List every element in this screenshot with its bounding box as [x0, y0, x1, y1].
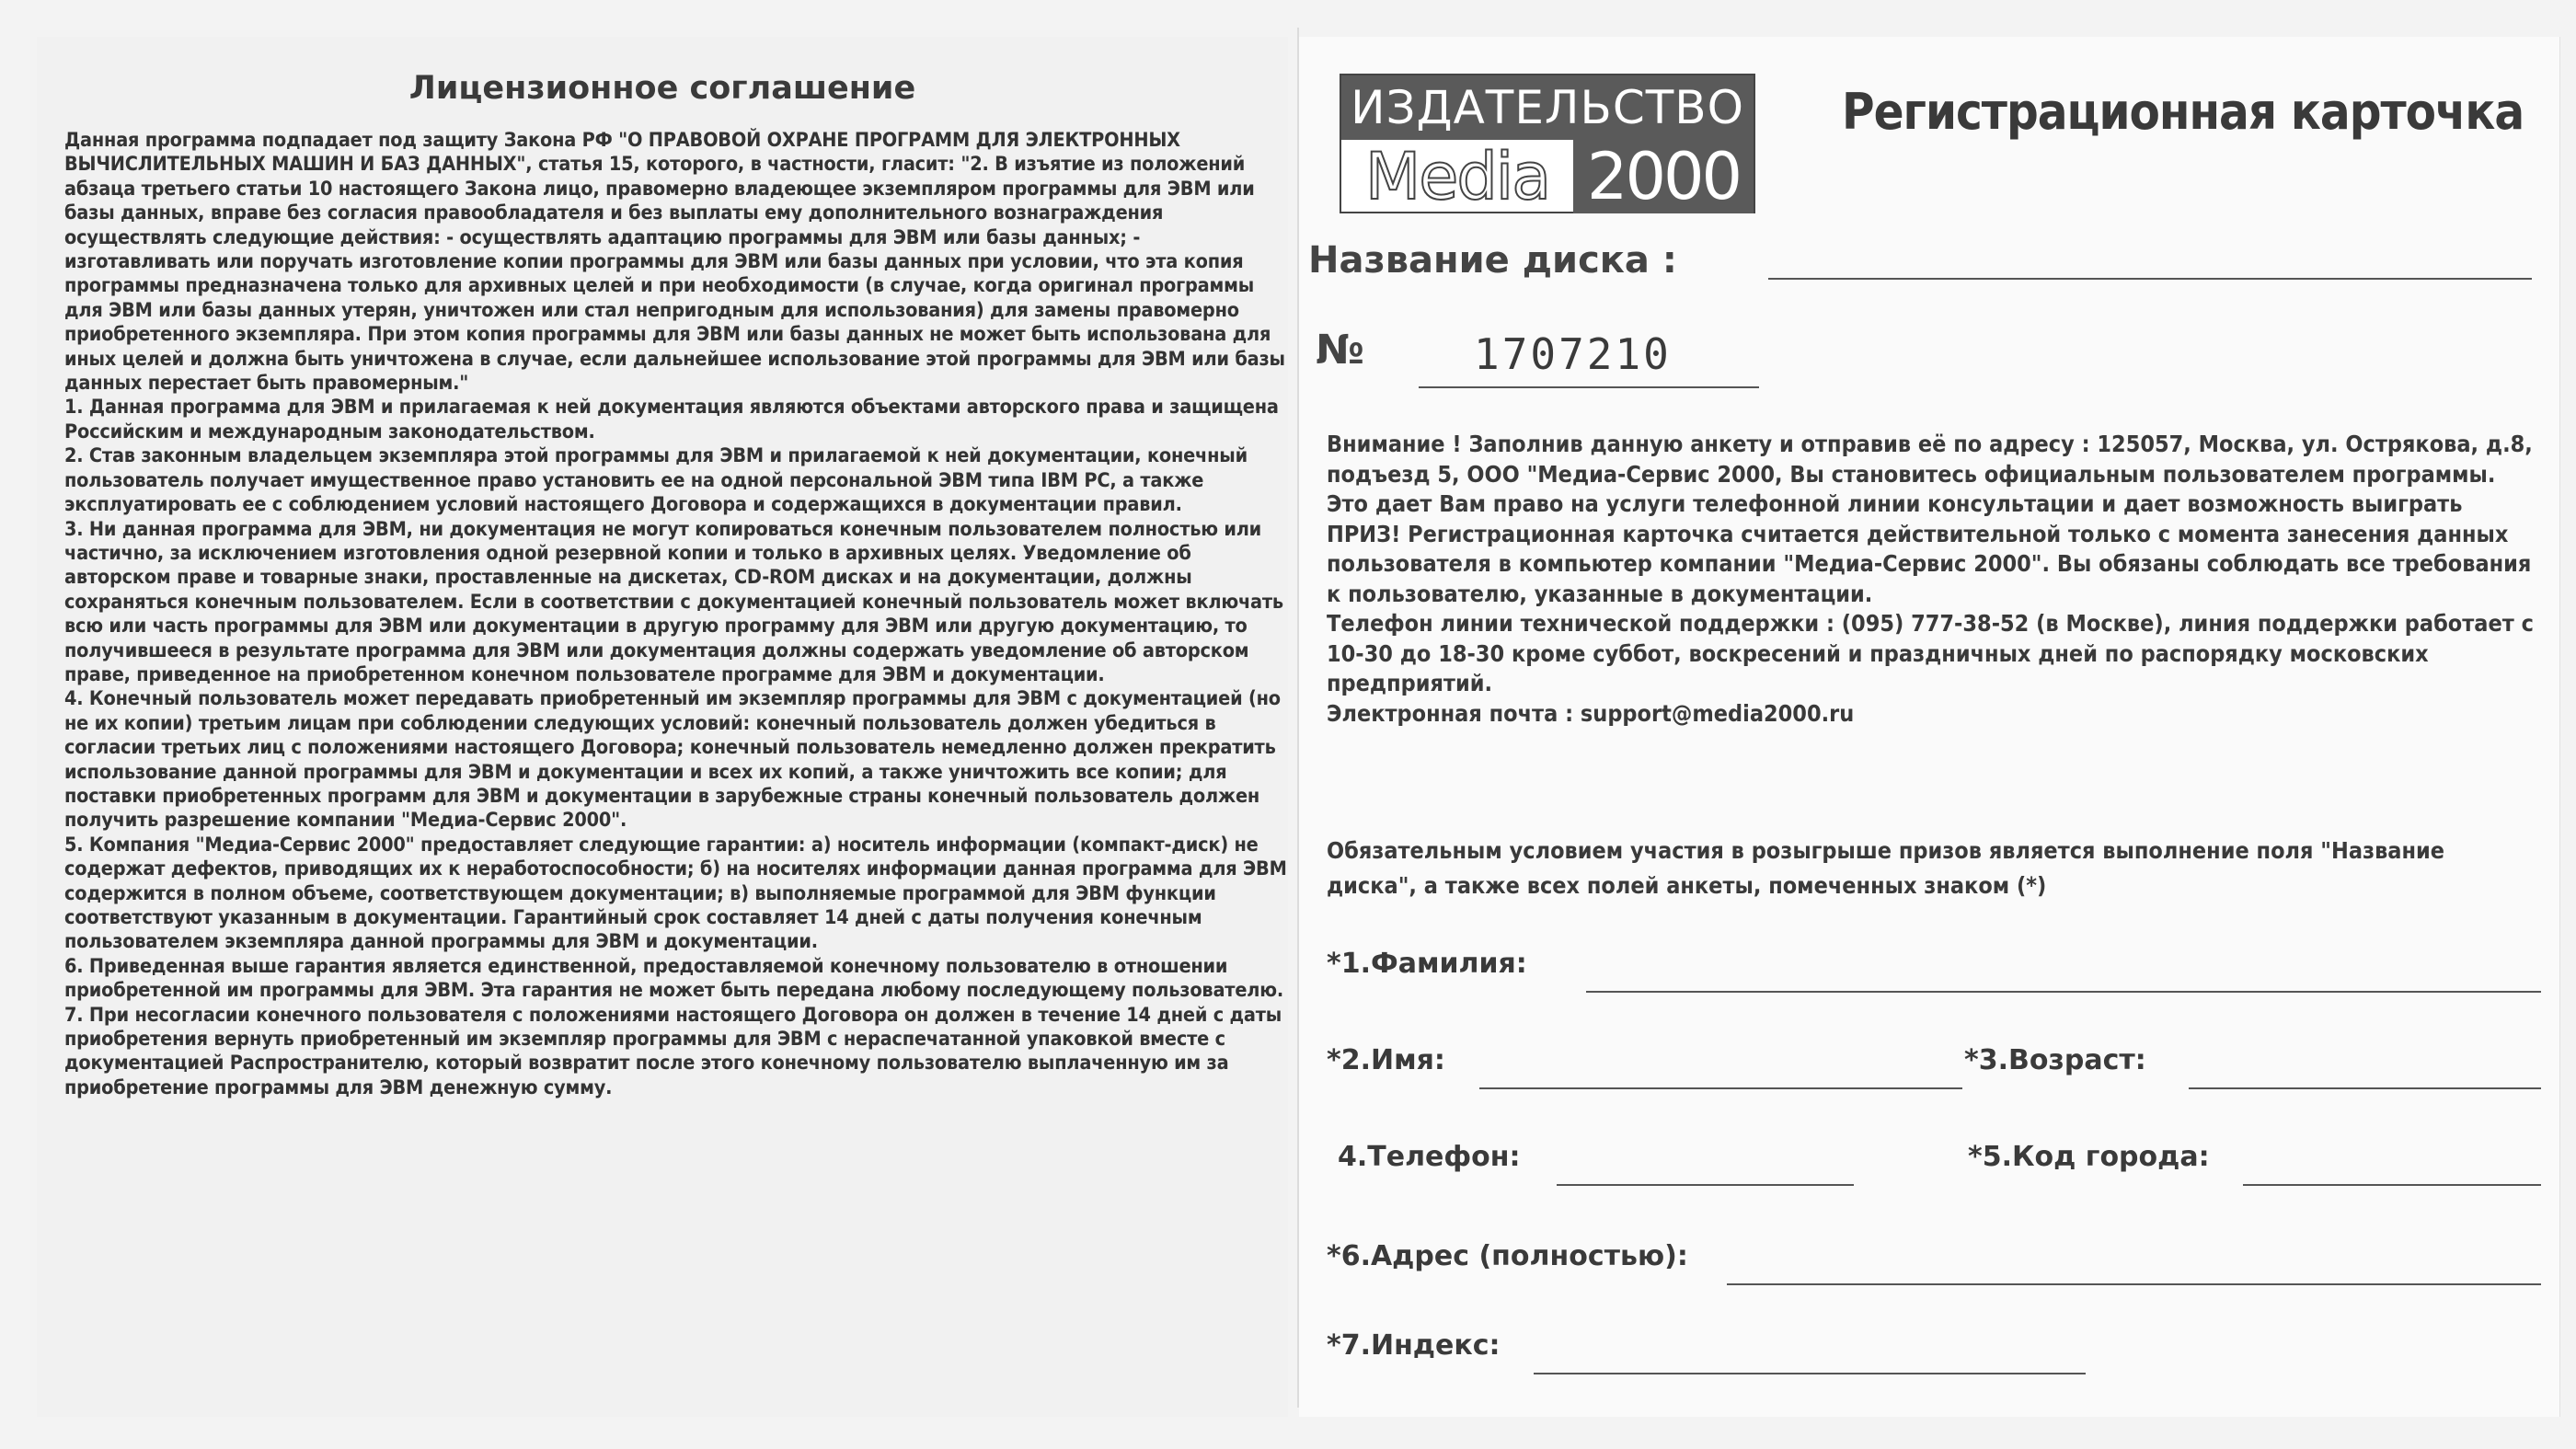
- license-paragraph: 6. Приведенная выше гарантия является единственной, предоставляемой конечному пользователю в отношении приобретенной им программы для ЭВМ. Эта гарантия не может быть передана любому последующему пользователю.: [64, 954, 1283, 1003]
- license-paragraph: 5. Компания "Медиа-Сервис 2000" предоставляет следующие гарантии: а) носитель информации (компакт-диск) не содержат дефектов, приводящих их к неработоспособности; б) на носителях информации данная программа для ЭВМ содержится в полном объеме, соответствующем документации; в) выполняемые программой для ЭВМ функции соответствуют указанным в документации. Гарантийный срок составляет 14 дней с даты получения конечным пользователем экземпляра данной программы для ЭВМ и документации.: [64, 833, 1287, 954]
- notice-paragraph: Внимание ! Заполнив данную анкету и отправив её по адресу : 125057, Москва, ул. Острякова, д.8, подъезд 5, ООО "Медиа-Сервис 2000, Вы становитесь официальным пользователем программы. Это дает Вам право на услуги телефонной линии консультации и дает возможность выиграть ПРИЗ! Регистрационная карточка считается действительной только с момента занесения данных пользователя в компьютер компании "Медиа-Сервис 2000". Вы обязаны соблюдать все требования к пользователю, указанные в документации.: [1327, 431, 2533, 607]
- logo-media-text: Media: [1364, 139, 1550, 214]
- license-paragraph: 3. Ни данная программа для ЭВМ, ни документация не могут копироваться конечным пользователем полностью или частично, за исключением изготовления одной резервной копии и только в архивных целях. Уведомление об авторском праве и товарные знаки, проставленные на дискетах, CD-ROM дисках и на документации, должны сохраняться конечным пользователем. Если в соответствии с документацией конечный пользователь может включать всю или часть программы для ЭВМ или документации в другую программу для ЭВМ или другую документацию, то получившееся в результате программа для ЭВМ или документация должны содержать уведомление об авторском праве, приведенное на приобретенном конечном пользователе программе для ЭВМ и документации.: [64, 517, 1283, 686]
- age-label: *3.Возраст:: [1964, 1044, 2146, 1076]
- index-label: *7.Индекс:: [1327, 1329, 1501, 1362]
- support-email-text: Электронная почта : support@media2000.ru: [1327, 699, 1855, 727]
- number-label: №: [1316, 327, 1364, 374]
- license-title: Лицензионное соглашение: [408, 70, 916, 107]
- serial-underline: [1419, 386, 1759, 388]
- license-paragraph: 1. Данная программа для ЭВМ и прилагаемая к ней документация являются объектами авторского права и защищена Российским и международным законодательством.: [64, 396, 1279, 443]
- support-phone-text: Телефон линии технической поддержки : (095) 777-38-52 (в Москве), линия поддержки работает с 10-30 до 18-30 кроме суббот, воскресений и праздничных дней по распорядку московских предприятий.: [1327, 610, 2534, 696]
- license-text: [64, 129, 1288, 1100]
- registration-card: [1299, 37, 2560, 1417]
- card-title: Регистрационная карточка: [1842, 83, 2524, 141]
- logo-brand: [1341, 140, 1754, 213]
- logo-publisher-text: ИЗДАТЕЛЬСТВО: [1341, 75, 1754, 140]
- logo-number-text: 2000: [1573, 140, 1754, 213]
- city-code-label: *5.Код города:: [1968, 1141, 2210, 1173]
- notice-text: [1327, 430, 2541, 729]
- disk-name-label: Название диска :: [1308, 239, 1677, 282]
- publisher-logo: [1340, 74, 1755, 213]
- address-field[interactable]: [1727, 1283, 2541, 1285]
- license-paragraph: Данная программа подпадает под защиту Закона РФ "О ПРАВОВОЙ ОХРАНЕ ПРОГРАММ ДЛЯ ЭЛЕКТРОННЫХ ВЫЧИСЛИТЕЛЬНЫХ МАШИН И БАЗ ДАННЫХ", статья 15, которого, в частности, гласит: "2. В изъятие из положений абзаца третьего статьи 10 настоящего Закона лицо, правомерно владеющее экземпляром программы для ЭВМ или базы данных, вправе без согласия правообладателя и без выплаты ему дополнительного вознаграждения осуществлять следующие действия: - осуществлять адаптацию программы для ЭВМ или базы данных; - изготавливать или поручать изготовление копии программы для ЭВМ или базы данных при условии, что эта копия программы предназначена только для архивных целей и при необходимости (в случае, когда оригинал программы для ЭВМ или базы данных утерян, уничтожен или стал непригодным для использования) для замены правомерно приобретенного экземпляра. При этом копия программы для ЭВМ или базы данных не может быть использована для иных целей и должна быть уничтожена в случае, если дальнейшее использование этой программы для ЭВМ или базы данных перестает быть правомерным.": [64, 129, 1285, 396]
- index-field[interactable]: [1534, 1373, 2086, 1374]
- license-panel: [37, 37, 1288, 1417]
- phone-field[interactable]: [1557, 1184, 1854, 1186]
- license-paragraph: 2. Став законным владельцем экземпляра этой программы для ЭВМ и прилагаемой к ней документации, конечный пользователь получает имущественное право установить ее на одной персональной ЭВМ типа IBM PC, а также эксплуатировать ее с соблюдением условий настоящего Договора и содержащихся в документации правил.: [64, 444, 1248, 517]
- name-label: *2.Имя:: [1327, 1044, 1445, 1076]
- prize-condition-text: Обязательным условием участия в розыгрыше призов является выполнение поля "Название диска", а также всех полей анкеты, помеченных знаком (*): [1327, 837, 2445, 899]
- address-label: *6.Адрес (полностью):: [1327, 1240, 1688, 1272]
- phone-label: 4.Телефон:: [1338, 1141, 1521, 1173]
- surname-field[interactable]: [1586, 991, 2541, 993]
- city-code-field[interactable]: [2243, 1184, 2541, 1186]
- disk-name-field[interactable]: [1768, 278, 2532, 280]
- serial-number: 1707210: [1474, 329, 1672, 379]
- license-paragraph: 7. При несогласии конечного пользователя с положениями настоящего Договора он должен в течение 14 дней с даты приобретения вернуть приобретенный им экземпляр программы для ЭВМ с нераспечатанной упаковкой вместе с документацией Распространителю, который возвратит после этого конечному пользователю выплаченную им за приобретение программы для ЭВМ денежную сумму.: [64, 1003, 1282, 1099]
- age-field[interactable]: [2189, 1087, 2541, 1089]
- surname-label: *1.Фамилия:: [1327, 948, 1527, 980]
- license-paragraph: 4. Конечный пользователь может передавать приобретенный им экземпляр программы для ЭВМ с документацией (но не их копии) третьим лицам при соблюдении следующих условий: конечный пользователь должен убедиться в согласии третьих лиц с положениями настоящего Договора; конечный пользователь немедленно должен прекратить использование данной программы для ЭВМ и документации и всех их копий, а также уничтожить все копии; для поставки приобретенных программ для ЭВМ и документации в зарубежные страны конечный пользователь должен получить разрешение компании "Медиа-Сервис 2000".: [64, 687, 1281, 833]
- name-field[interactable]: [1479, 1087, 1962, 1089]
